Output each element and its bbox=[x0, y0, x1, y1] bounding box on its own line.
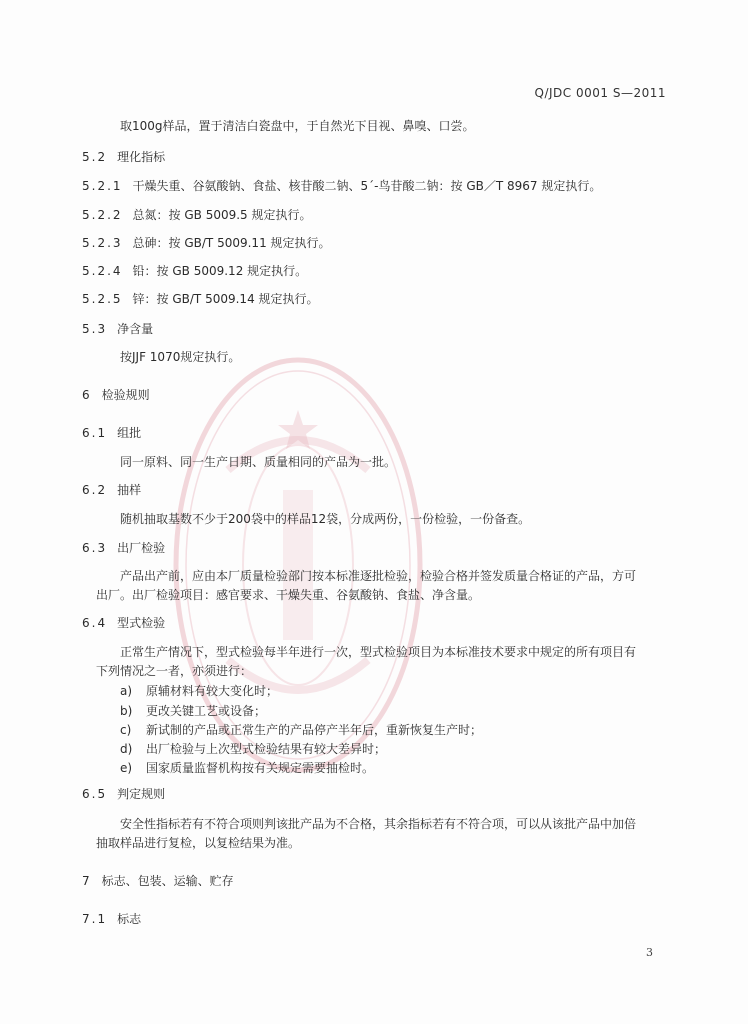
clause-number: 5.2.4 bbox=[82, 264, 123, 278]
section-title: 组批 bbox=[117, 426, 142, 440]
list-item-text: 出厂检验与上次型式检验结果有较大差异时； bbox=[146, 742, 387, 756]
list-item bbox=[120, 721, 482, 738]
body-text: 产品出产前，应由本厂质量检验部门按本标准逐批检验，检验合格并签发质量合格证的产品，方可 bbox=[120, 569, 637, 583]
body-text: 安全性指标若有不符合项则判该批产品为不合格，其余指标若有不符合项，可以从该批产品中加倍 bbox=[120, 817, 637, 831]
section-number: 6.1 bbox=[82, 426, 108, 440]
clause bbox=[82, 290, 319, 307]
section-heading bbox=[82, 785, 165, 802]
section-title: 标志 bbox=[117, 912, 142, 926]
clause-text: 锌：按 GB/T 5009.14 规定执行。 bbox=[132, 292, 319, 306]
chapter-title: 检验规则 bbox=[101, 388, 150, 402]
section-heading bbox=[82, 424, 141, 441]
section-title: 抽样 bbox=[117, 483, 142, 497]
section-title: 净含量 bbox=[117, 322, 154, 336]
clause-number: 5.2.2 bbox=[82, 208, 123, 222]
clause-number: 5.2.1 bbox=[82, 179, 123, 193]
section-title: 理化指标 bbox=[117, 150, 166, 164]
chapter-number: 7 bbox=[82, 874, 92, 888]
body-text: 随机抽取基数不少于200袋中的样品12袋，分成两份，一份检验，一份备查。 bbox=[120, 512, 531, 526]
list-item-text: 更改关键工艺或设备； bbox=[146, 704, 267, 718]
chapter-number: 6 bbox=[82, 388, 92, 402]
section-title: 出厂检验 bbox=[117, 541, 166, 555]
section-heading bbox=[82, 481, 141, 498]
list-marker: b) bbox=[120, 704, 133, 718]
section-heading bbox=[82, 320, 153, 337]
page-number: 3 bbox=[646, 946, 653, 959]
clause bbox=[82, 206, 312, 223]
clause bbox=[82, 234, 331, 251]
body-text: 下列情况之一者，亦须进行： bbox=[96, 664, 253, 678]
section-title: 判定规则 bbox=[117, 787, 166, 801]
body-text: 抽取样品进行复检，以复检结果为准。 bbox=[96, 836, 301, 850]
list-item-text: 国家质量监督机构按有关规定需要抽检时。 bbox=[146, 761, 375, 775]
clause-text: 干燥失重、谷氨酸钠、食盐、核苷酸二钠、5´-鸟苷酸二钠：按 GB／T 8967 规定执行。 bbox=[132, 179, 602, 193]
section-heading bbox=[82, 910, 141, 927]
chapter-heading bbox=[82, 386, 150, 403]
body-text: 出厂。出厂检验项目：感官要求、干燥失重、谷氨酸钠、食盐、净含量。 bbox=[96, 588, 481, 602]
section-number: 6.5 bbox=[82, 787, 108, 801]
clause-text: 总氮：按 GB 5009.5 规定执行。 bbox=[132, 208, 312, 222]
document-code: Q/JDC 0001 S—2011 bbox=[534, 86, 666, 100]
clause-text: 总砷：按 GB/T 5009.11 规定执行。 bbox=[132, 236, 331, 250]
body-text: 取100g样品，置于清洁白瓷盘中，于自然光下目视、鼻嗅、口尝。 bbox=[120, 119, 475, 133]
clause bbox=[82, 177, 601, 194]
clause-number: 5.2.5 bbox=[82, 292, 123, 306]
chapter-heading bbox=[82, 872, 234, 889]
list-marker: d) bbox=[120, 742, 133, 756]
section-heading bbox=[82, 148, 165, 165]
section-number: 5.3 bbox=[82, 322, 108, 336]
section-heading bbox=[82, 539, 165, 556]
section-number: 7.1 bbox=[82, 912, 108, 926]
section-number: 5.2 bbox=[82, 150, 108, 164]
list-item bbox=[120, 702, 266, 719]
chapter-title: 标志、包装、运输、贮存 bbox=[101, 874, 234, 888]
list-marker: a) bbox=[120, 684, 133, 698]
section-number: 6.3 bbox=[82, 541, 108, 555]
clause-text: 铅：按 GB 5009.12 规定执行。 bbox=[132, 264, 308, 278]
body-text: 同一原料、同一生产日期、质量相同的产品为一批。 bbox=[120, 455, 397, 469]
list-item bbox=[120, 682, 278, 699]
list-item bbox=[120, 740, 386, 757]
section-title: 型式检验 bbox=[117, 616, 166, 630]
body-text: 正常生产情况下，型式检验每半年进行一次，型式检验项目为本标准技术要求中规定的所有项目有 bbox=[120, 645, 637, 659]
section-heading bbox=[82, 614, 165, 631]
section-number: 6.4 bbox=[82, 616, 108, 630]
clause bbox=[82, 262, 307, 279]
list-item bbox=[120, 759, 374, 776]
list-marker: c) bbox=[120, 723, 132, 737]
list-item-text: 新试制的产品或正常生产的产品停产半年后，重新恢复生产时； bbox=[146, 723, 483, 737]
section-number: 6.2 bbox=[82, 483, 108, 497]
clause-number: 5.2.3 bbox=[82, 236, 123, 250]
list-item-text: 原辅材料有较大变化时； bbox=[146, 684, 279, 698]
body-text: 按JJF 1070规定执行。 bbox=[120, 350, 241, 364]
list-marker: e) bbox=[120, 761, 133, 775]
